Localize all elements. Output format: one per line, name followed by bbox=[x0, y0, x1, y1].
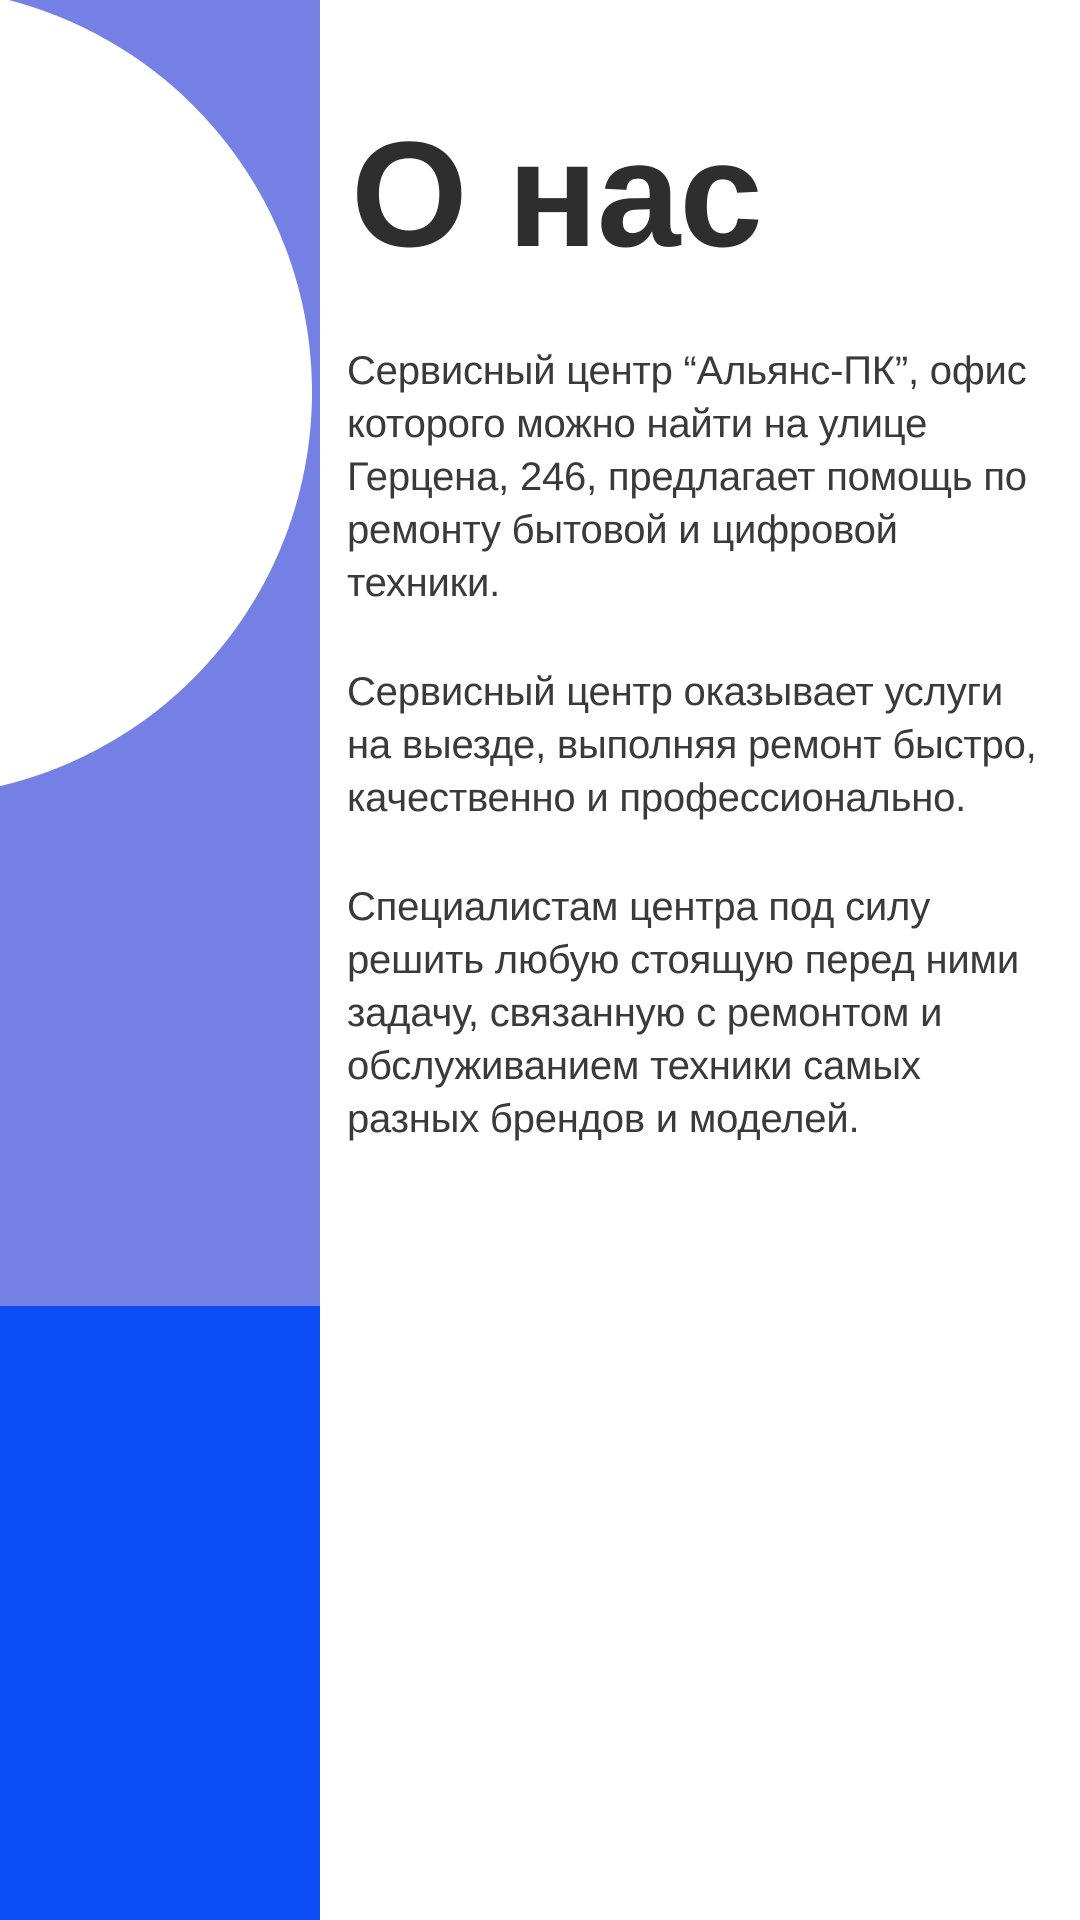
about-paragraph-3: Специалистам центра под силу решить любую стоящую перед ними задачу, связанную с ремонтом и обслуживанием техники самых разных брендов и моделей. bbox=[347, 885, 1019, 1141]
page-title: О нас bbox=[351, 110, 762, 278]
about-text-block bbox=[347, 345, 1041, 1202]
about-paragraph-2: Сервисный центр оказывает услуги на выезде, выполняя ремонт быстро, качественно и профессионально. bbox=[347, 670, 1037, 820]
about-paragraph-1: Сервисный центр “Альянс-ПК”, офис которого можно найти на улице Герцена, 246, предлагает помощь по ремонту бытовой и цифровой техники. bbox=[347, 349, 1027, 605]
accent-rectangle bbox=[0, 1306, 320, 1920]
